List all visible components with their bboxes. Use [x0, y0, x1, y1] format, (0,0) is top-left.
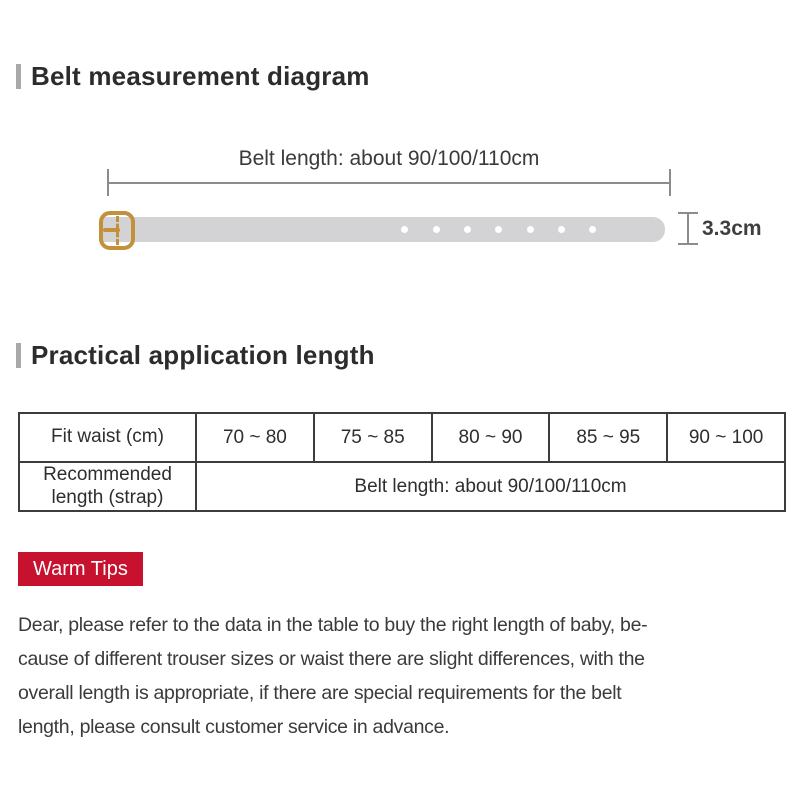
warm-tips-badge: Warm Tips — [18, 552, 143, 586]
belt-hole — [433, 226, 440, 233]
heading-accent-bar — [16, 343, 21, 368]
tips-line: cause of different trouser sizes or waist there are slight differences, with the — [18, 648, 645, 670]
belt-hole — [558, 226, 565, 233]
fit-waist-value: 90 ~ 100 — [667, 413, 785, 462]
measure-tick-right — [669, 169, 671, 196]
belt-hole — [401, 226, 408, 233]
belt-buckle-prong — [103, 228, 120, 232]
length-measure-line — [108, 182, 670, 184]
recommended-length-header: Recommended length (strap) — [19, 462, 196, 511]
table-row-recommended-length — [19, 462, 785, 511]
fit-waist-value: 80 ~ 90 — [432, 413, 550, 462]
tips-line: overall length is appropriate, if there are special requirements for the belt — [18, 682, 622, 704]
belt-hole — [589, 226, 596, 233]
size-table — [18, 412, 786, 512]
fit-waist-value: 85 ~ 95 — [549, 413, 667, 462]
fit-waist-value: 75 ~ 85 — [314, 413, 432, 462]
belt-length-label: Belt length: about 90/100/110cm — [238, 147, 540, 170]
application-section-heading — [16, 340, 375, 371]
width-measure-line — [687, 213, 689, 244]
warm-tips-paragraph — [18, 608, 790, 744]
belt-hole — [527, 226, 534, 233]
application-section-title: Practical application length — [31, 340, 375, 370]
fit-waist-value: 70 ~ 80 — [196, 413, 314, 462]
measurement-section-title: Belt measurement diagram — [31, 61, 370, 91]
tips-line: Dear, please refer to the data in the table to buy the right length of baby, be- — [18, 614, 648, 636]
belt-hole — [464, 226, 471, 233]
table-row-fit-waist — [19, 413, 785, 462]
belt-diagram — [0, 0, 800, 300]
width-measure-cap-top — [678, 212, 698, 214]
tips-line: length, please consult customer service in advance. — [18, 716, 450, 738]
recommended-length-value: Belt length: about 90/100/110cm — [196, 462, 785, 511]
belt-strap — [100, 217, 665, 242]
fit-waist-header: Fit waist (cm) — [19, 413, 196, 462]
belt-width-label: 3.3cm — [702, 217, 762, 240]
measure-tick-left — [107, 169, 109, 196]
width-measure-cap-bottom — [678, 243, 698, 245]
belt-hole — [495, 226, 502, 233]
